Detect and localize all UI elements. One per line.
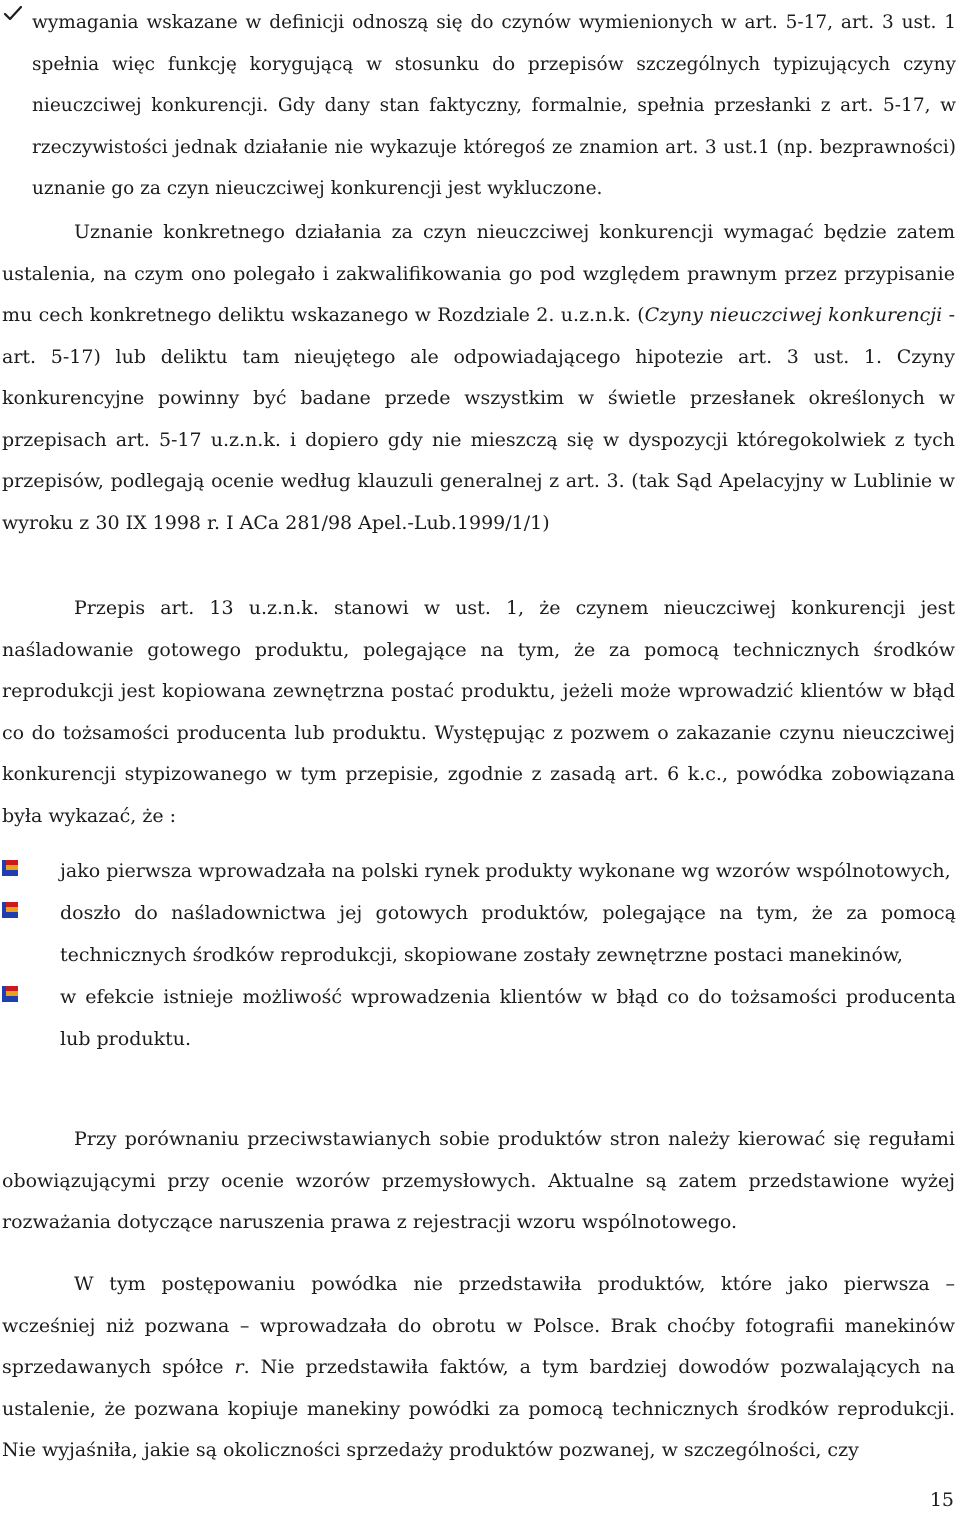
paragraph-article-13 bbox=[2, 588, 955, 837]
paragraph-text: Przy porównaniu przeciwstawianych sobie produktów stron należy kierować się regułami obowiązującymi przy ocenie wzorów przemysłowych. Aktualne są zatem przedstawione wyżej rozważania dotyczące naruszenia prawa z rejestracji wzoru wspólnotowego. bbox=[2, 1128, 955, 1233]
paragraph-text: - art. 5-17) lub deliktu tam nieujętego ale odpowiadającego hipotezie art. 3 ust. 1. Czyny konkurencyjne powinny być badane przede wszystkim w świetle przesłanek określonych w przepisach art. 5-17 u.z.n.k. i dopiero gdy nie mieszczą się w dyspozycji któregokolwiek z tych przepisów, podlegają ocenie według klauzuli generalnej z art. 3. (tak Sąd Apelacyjny w Lublinie w wyroku z 30 IX 1998 r. I ACa 281/98 Apel.-Lub.1999/1/1) bbox=[2, 304, 955, 534]
multicolor-bullet-icon bbox=[2, 986, 18, 1002]
paragraph-proceedings bbox=[2, 1264, 955, 1472]
checkmark-item-text: wymagania wskazane w definicji odnoszą się do czynów wymienionych w art. 5-17, art. 3 ust. 1 spełnia więc funkcję korygującą w stosunku do przepisów szczególnych typizujących czyny nieuczciwej konkurencji. Gdy dany stan faktyczny, formalnie, spełnia przesłanki z art. 5-17, w rzeczywistości jednak działanie nie wykazuje któregoś ze znamion art. 3 ust.1 (np. bezprawności) uznanie go za czyn nieuczciwej konkurencji jest wykluczone. bbox=[32, 12, 956, 199]
paragraph-industrial-designs bbox=[2, 1119, 955, 1244]
paragraph-text: . Nie przedstawiła faktów, a tym bardziej dowodów pozwalających na ustalenie, że pozwana kopiuje manekiny powódki za pomocą technicznych środków reprodukcji. Nie wyjaśniła, jakie są okoliczności sprzedaży produktów pozwanej, w szczególności, czy bbox=[2, 1356, 955, 1461]
checkmark-icon bbox=[4, 5, 22, 21]
list-item bbox=[0, 976, 956, 1060]
bullet-text: jako pierwsza wprowadzała na polski rynek produkty wykonane wg wzorów wspólnotowych, bbox=[60, 860, 951, 882]
multicolor-bullet-icon bbox=[2, 860, 18, 876]
paragraph-text: W tym postępowaniu powódka nie przedstawiła produktów, które jako pierwsza – wcześniej niż pozwana – wprowadzała do obrotu w Polsce. Brak choćby fotografii manekinów sprzedawanych spółce bbox=[2, 1273, 955, 1378]
bullet-text: doszło do naśladownictwa jej gotowych produktów, polegające na tym, że za pomocą technicznych środków reprodukcji, skopiowane zostały zewnętrzne postaci manekinów, bbox=[60, 902, 956, 966]
paragraph-text: Uznanie konkretnego działania za czyn nieuczciwej konkurencji wymagać będzie zatem ustalenia, na czym ono polegało i zakwalifikowania go pod względem prawnym przez przypisanie mu cech konkretnego deliktu wskazanego w Rozdziale 2. u.z.n.k. ( bbox=[2, 221, 955, 326]
paragraph-text: Przepis art. 13 u.z.n.k. stanowi w ust. 1, że czynem nieuczciwej konkurencji jest naśladowanie gotowego produktu, polegające na tym, że za pomocą technicznych środków reprodukcji jest kopiowana zewnętrzna postać produktu, jeżeli może wprowadzić klientów w błąd co do tożsamości producenta lub produktu. Występując z pozwem o zakazanie czynu nieuczciwej konkurencji stypizowanego w tym przepisie, zgodnie z zasadą art. 6 k.c., powódka zobowiązana była wykazać, że : bbox=[2, 597, 955, 827]
italic-phrase: Czyny nieuczciwej konkurencji bbox=[644, 304, 943, 326]
paragraph-unfair-competition-act bbox=[2, 212, 955, 544]
bullet-list bbox=[0, 850, 956, 1060]
multicolor-bullet-icon bbox=[2, 902, 18, 918]
list-item bbox=[0, 850, 956, 892]
page-number: 15 bbox=[929, 1489, 954, 1511]
bullet-text: w efekcie istnieje możliwość wprowadzenia klientów w błąd co do tożsamości producenta lub produktu. bbox=[60, 986, 956, 1050]
italic-phrase: r bbox=[234, 1356, 244, 1378]
checkmark-list-item bbox=[0, 2, 956, 210]
list-item bbox=[0, 892, 956, 976]
